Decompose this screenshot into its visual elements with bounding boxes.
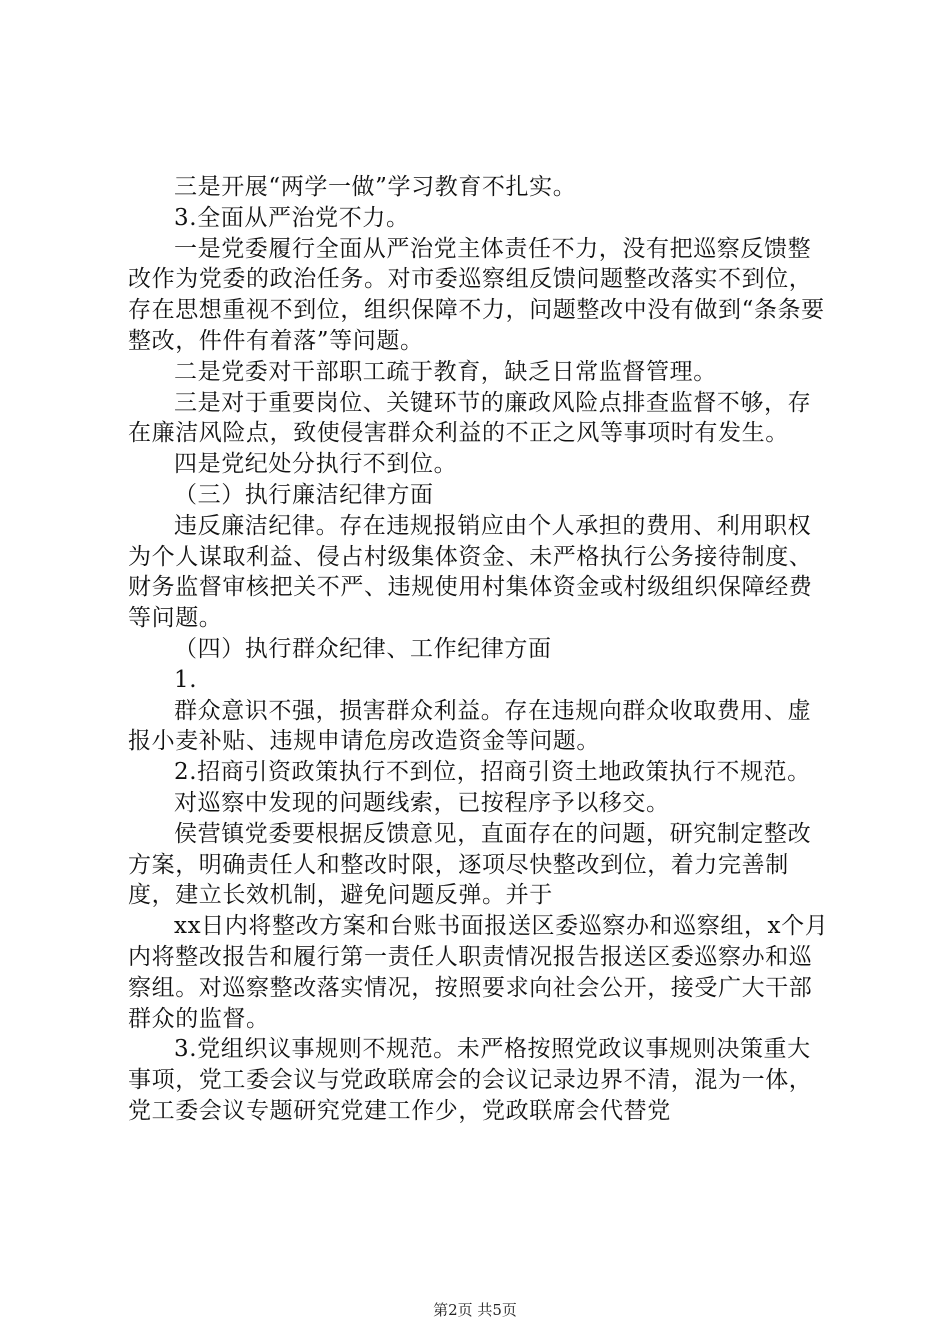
- paragraph: 四是党纪处分执行不到位。: [174, 451, 458, 478]
- page-number-footer: 第2页 共5页: [433, 1301, 517, 1319]
- section-heading: （四）执行群众纪律、工作纪律方面: [174, 635, 552, 662]
- paragraph: 3.党组织议事规则不规范。未严格按照党政议事规则决策重大事项，党工委会议与党政联席会的会议记录边界不清，混为一体，党工委会议专题研究党建工作少，党政联席会代替党: [128, 1036, 813, 1124]
- paragraph: 1.: [174, 666, 198, 693]
- paragraph: 三是开展“两学一做”学习教育不扎实。: [174, 174, 577, 200]
- paragraph: xx日内将整改方案和台账书面报送区委巡察办和巡察组，x个月内将整改报告和履行第一责任人职责情况报告报送区委巡察办和巡察组。对巡察整改落实情况，按照要求向社会公开，接受广大干部群众的监督。: [128, 913, 829, 1032]
- document-body: [128, 172, 834, 1127]
- paragraph: 违反廉洁纪律。存在违规报销应由个人承担的费用、利用职权为个人谋取利益、侵占村级集体资金、未严格执行公务接待制度、财务监督审核把关不严、违规使用村集体资金或村级组织保障经费等问题。: [128, 512, 813, 632]
- paragraph: 群众意识不强，损害群众利益。存在违规向群众收取费用、虚报小麦补贴、违规申请危房改造资金等问题。: [128, 697, 812, 755]
- paragraph: 二是党委对干部职工疏于教育，缺乏日常监督管理。: [174, 358, 717, 385]
- paragraph: 侯营镇党委要根据反馈意见，直面存在的问题，研究制定整改方案，明确责任人和整改时限，逐项尽快整改到位，着力完善制度，建立长效机制，避免问题反弹。并于: [128, 820, 812, 909]
- paragraph: 对巡察中发现的问题线索，已按程序予以移交。: [174, 789, 670, 816]
- section-heading: （三）执行廉洁纪律方面: [174, 481, 434, 508]
- paragraph: 3.全面从严治党不力。: [174, 204, 410, 231]
- paragraph: 三是对于重要岗位、关键环节的廉政风险点排查监督不够，存在廉洁风险点，致使侵害群众利益的不正之风等事项时有发生。: [128, 389, 812, 447]
- paragraph: 一是党委履行全面从严治党主体责任不力，没有把巡察反馈整改作为党委的政治任务。对市委巡察组反馈问题整改落实不到位，存在思想重视不到位，组织保障不力，问题整改中没有做到“条条要整改，件件有着落”等问题。: [128, 235, 825, 354]
- paragraph: 2.招商引资政策执行不到位，招商引资土地政策执行不规范。: [174, 759, 811, 786]
